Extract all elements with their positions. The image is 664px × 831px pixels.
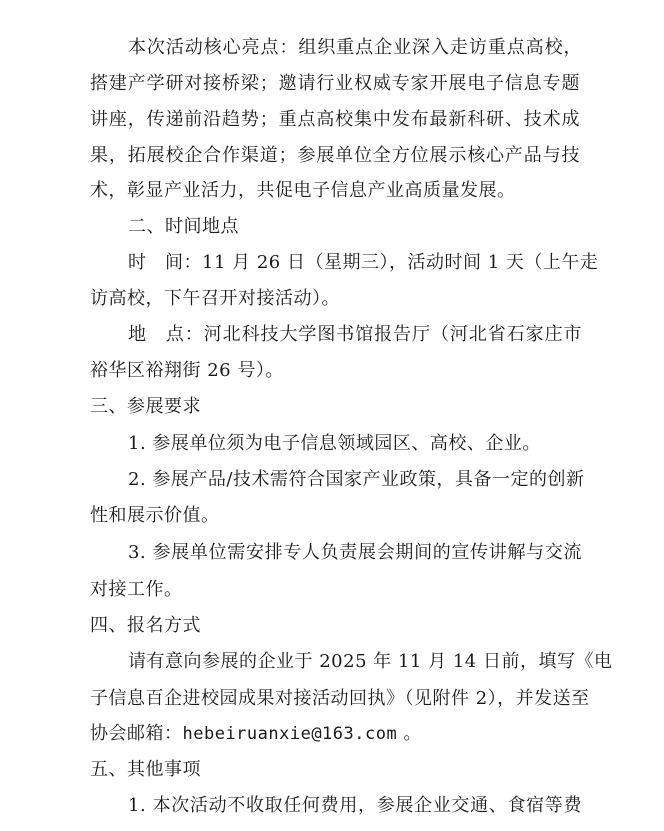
paragraph-line (128, 36, 582, 60)
paragraph-line (90, 144, 580, 168)
requirement-2-text-1: 2. 参展产品/技术需符合国家产业政策，具备一定的创新 (128, 469, 585, 491)
section-heading-other: 五、其他事项 (90, 759, 201, 781)
time-line-2: 访高校，下午召开对接活动）。 (90, 288, 340, 310)
highlight-text-line-5: 术，彰显产业活力，共促电子信息产业高质量发展。 (90, 180, 516, 202)
place-text-1: 地 点：河北科技大学图书馆报告厅（河北省石家庄市 (128, 324, 582, 345)
time-text-1: 时 间：11 月 26 日（星期三），活动时间 1 天（上午走 (128, 252, 599, 274)
signup-line-2 (90, 687, 590, 711)
signup-line-3 (90, 722, 422, 746)
contact-email: hebeiruanxie@163.com (182, 724, 398, 745)
time-line-1 (128, 251, 599, 275)
requirement-3-text-1: 3. 参展单位需安排专人负责展会期间的宣传讲解与交流 (128, 542, 582, 564)
requirement-3-line-2: 对接工作。 (90, 578, 183, 600)
other-item-1-text: 1. 本次活动不收取任何费用，参展企业交通、食宿等费 (128, 795, 582, 817)
highlight-text-line-2: 搭建产学研对接桥梁；邀请行业权威专家开展电子信息专题 (90, 72, 580, 94)
paragraph-line (90, 108, 580, 132)
highlight-text-line-4: 果，拓展校企合作渠道；参展单位全方位展示核心产品与技 (90, 144, 580, 166)
section-heading-requirements: 三、参展要求 (90, 395, 201, 417)
place-line-2: 裕华区裕翔街 26 号）。 (90, 359, 284, 381)
section-heading-signup: 四、报名方式 (90, 614, 201, 636)
email-suffix: 。 (397, 723, 422, 745)
requirement-1: 1. 参展单位须为电子信息领域园区、高校、企业。 (128, 432, 541, 454)
paragraph-line (90, 72, 580, 96)
requirement-3-line-1 (128, 541, 582, 565)
signup-email-label: 协会邮箱： (90, 723, 183, 745)
signup-line-1 (128, 650, 613, 674)
requirement-2-line-2: 性和展示价值。 (90, 505, 220, 527)
highlight-text-line-1: 本次活动核心亮点：组织重点企业深入走访重点高校， (128, 36, 582, 58)
signup-text-2: 子信息百企进校园成果对接活动回执》（见附件 2），并发送至 (90, 687, 590, 709)
paragraph-line (90, 179, 516, 203)
requirement-2-line-1 (128, 468, 585, 492)
section-heading-time-place: 二、时间地点 (128, 216, 239, 238)
highlight-text-line-3: 讲座，传递前沿趋势；重点高校集中发布最新科研、技术成 (90, 108, 580, 130)
signup-text-1: 请有意向参展的企业于 2025 年 11 月 14 日前，填写《电 (128, 650, 613, 672)
place-line-1 (128, 323, 582, 347)
other-item-1-line-1 (128, 794, 582, 818)
